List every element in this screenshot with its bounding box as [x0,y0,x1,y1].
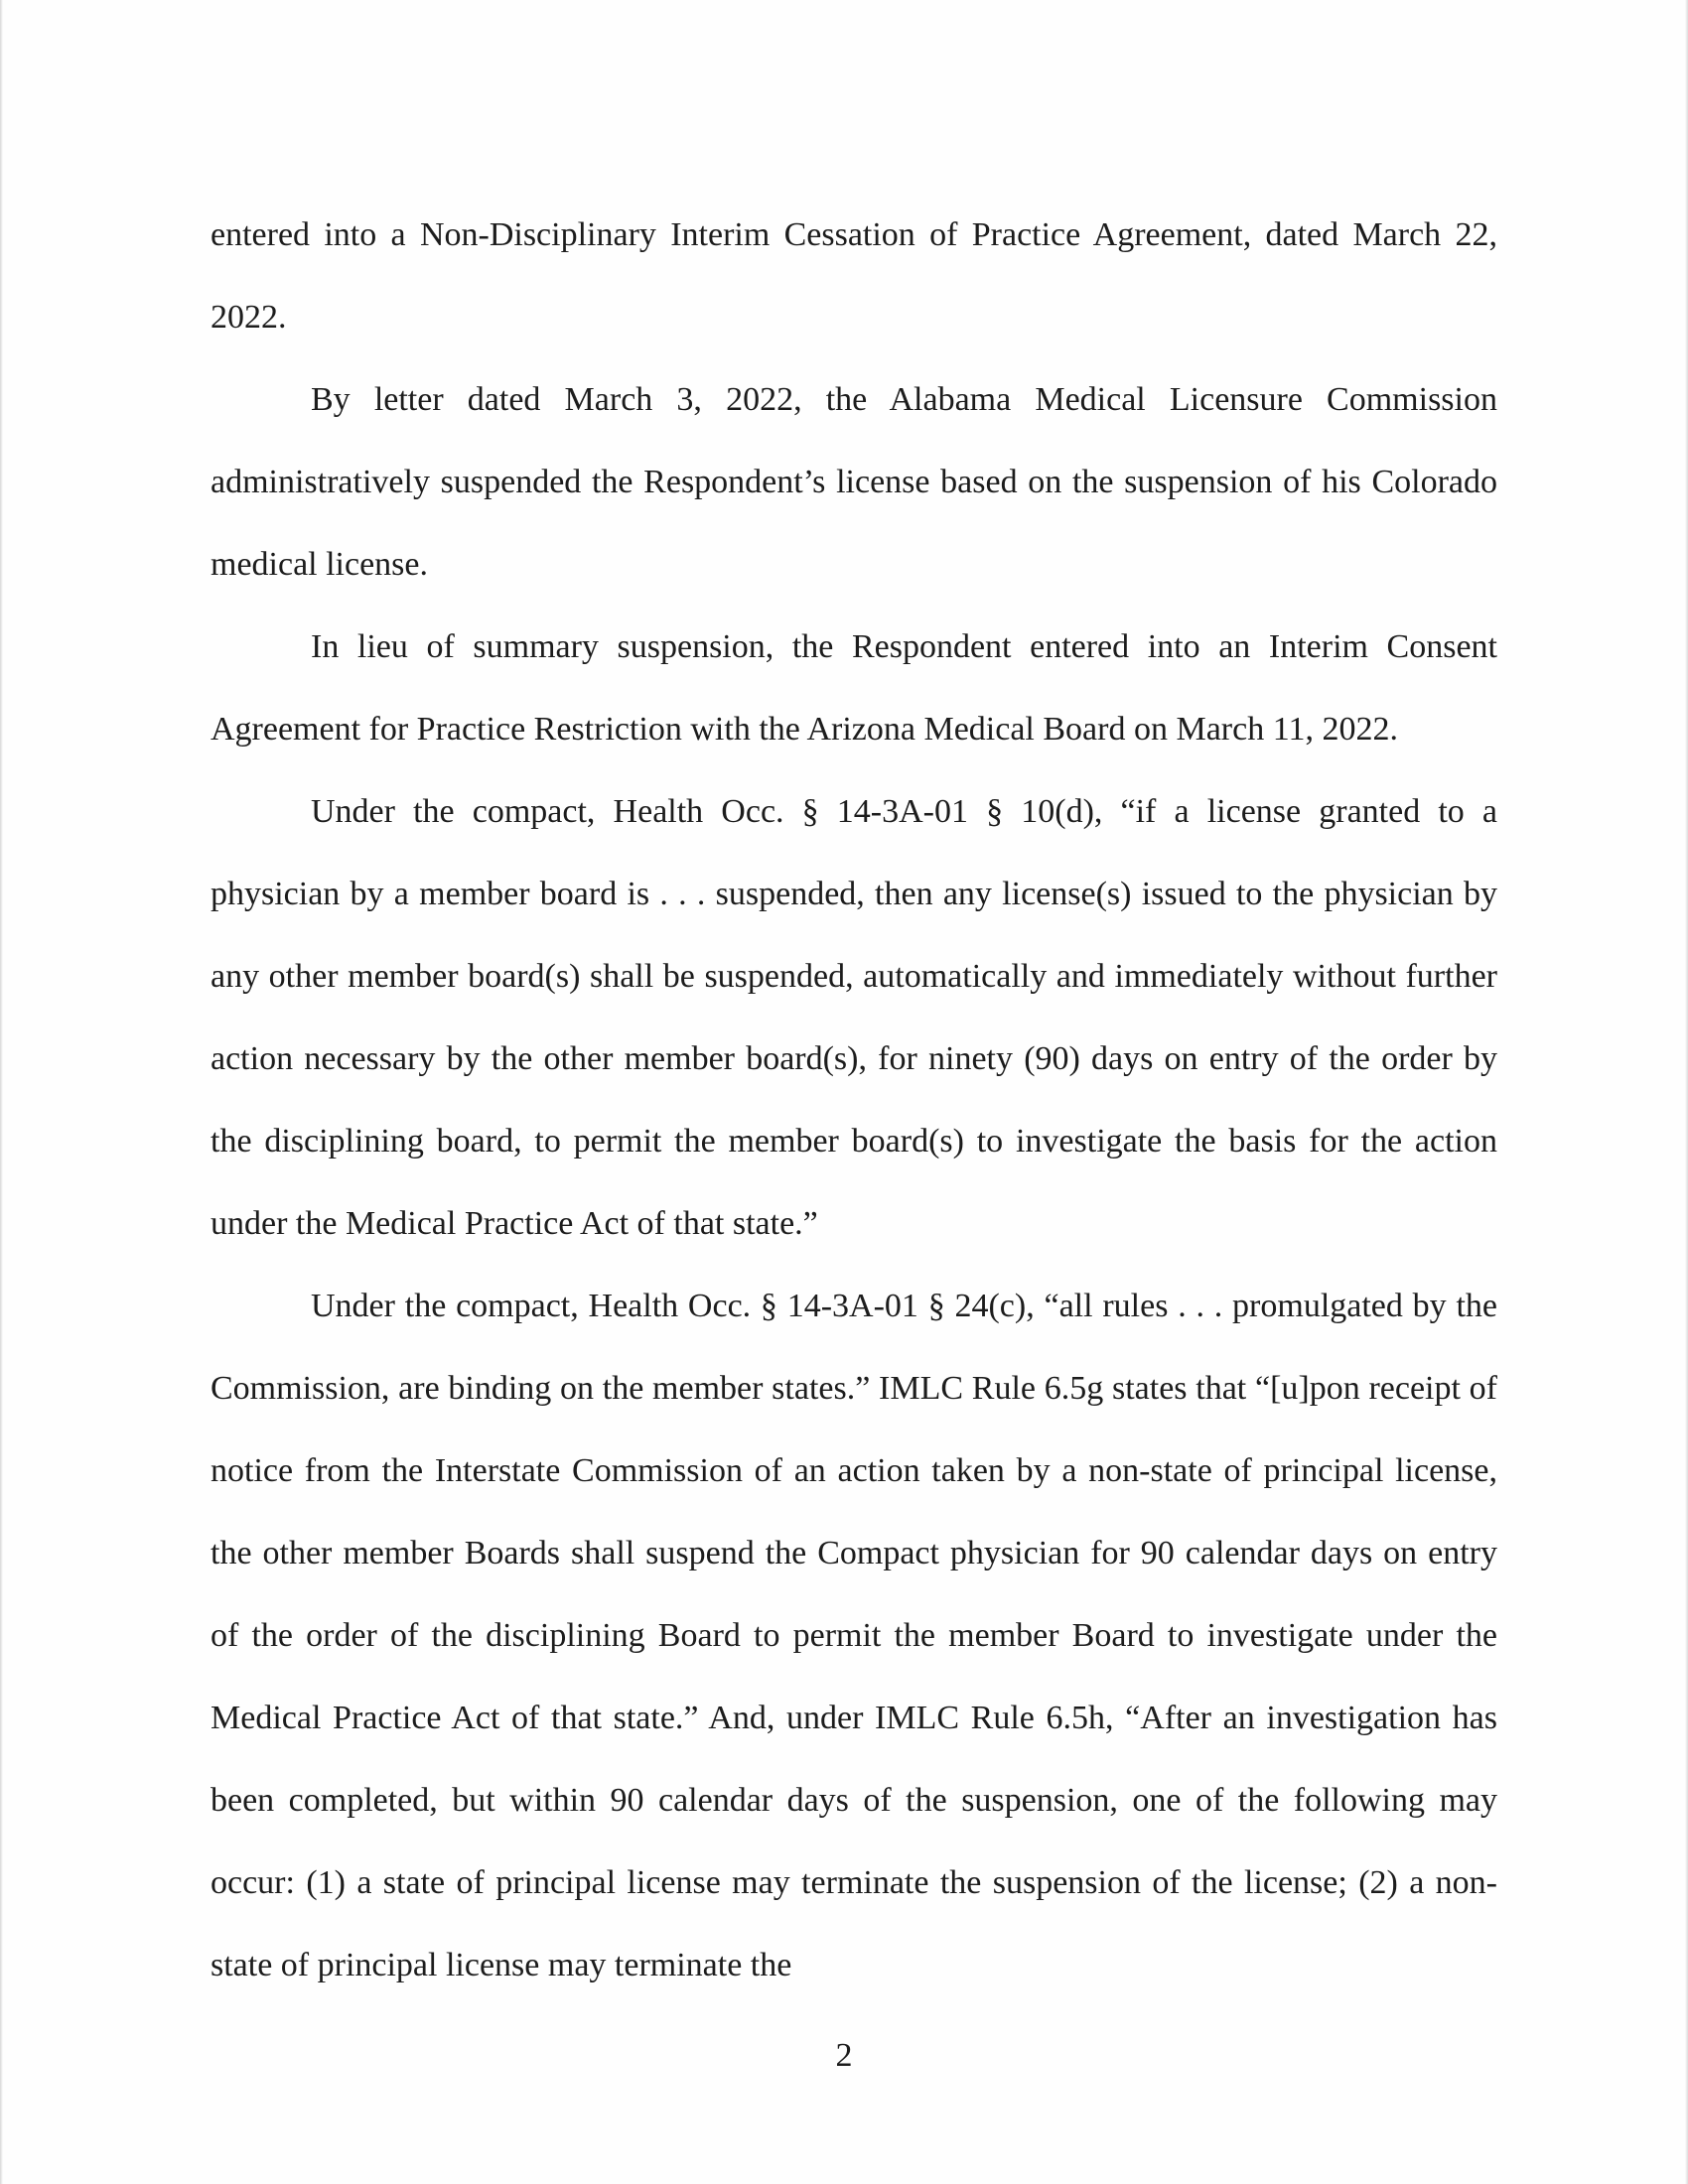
page-number: 2 [835,2037,853,2074]
paragraph-compact-10d: Under the compact, Health Occ. § 14-3A-01 § 10(d), “if a license granted to a physician by a member board is . . . suspended, then any license(s) issued to the physician by any other member board(s) shall be suspended, automatically and immediately without further action necessary by the other member board(s), for ninety (90) days on entry of the order by the disciplining board, to permit the member board(s) to investigate the basis for the action under the Medical Practice Act of that state.” [211,793,1497,1242]
document-body [211,194,1497,2006]
paragraph-continuation: entered into a Non-Disciplinary Interim Cessation of Practice Agreement, dated March 22, 2022. [211,216,1497,336]
paragraph-alabama-suspension: By letter dated March 3, 2022, the Alabama Medical Licensure Commission administratively suspended the Respondent’s license based on the suspension of his Colorado medical license. [211,381,1497,583]
scan-edge-left [0,0,3,2184]
paragraph-compact-24c: Under the compact, Health Occ. § 14-3A-01 § 24(c), “all rules . . . promulgated by the Commission, are binding on the member states.” IMLC Rule 6.5g states that “[u]pon receipt of notice from the Interstate Commission of an action taken by a non-state of principal license, the other member Boards shall suspend the Compact physician for 90 calendar days on entry of the order of the disciplining Board to permit the member Board to investigate under the Medical Practice Act of that state.” And, under IMLC Rule 6.5h, “After an investigation has been completed, but within 90 calendar days of the suspension, one of the following may occur: (1) a state of principal license may terminate the suspension of the license; (2) a non-state of principal license may terminate the [211,1288,1497,1983]
paragraph-arizona-agreement: In lieu of summary suspension, the Respondent entered into an Interim Consent Agreement for Practice Restriction with the Arizona Medical Board on March 11, 2022. [211,628,1497,748]
